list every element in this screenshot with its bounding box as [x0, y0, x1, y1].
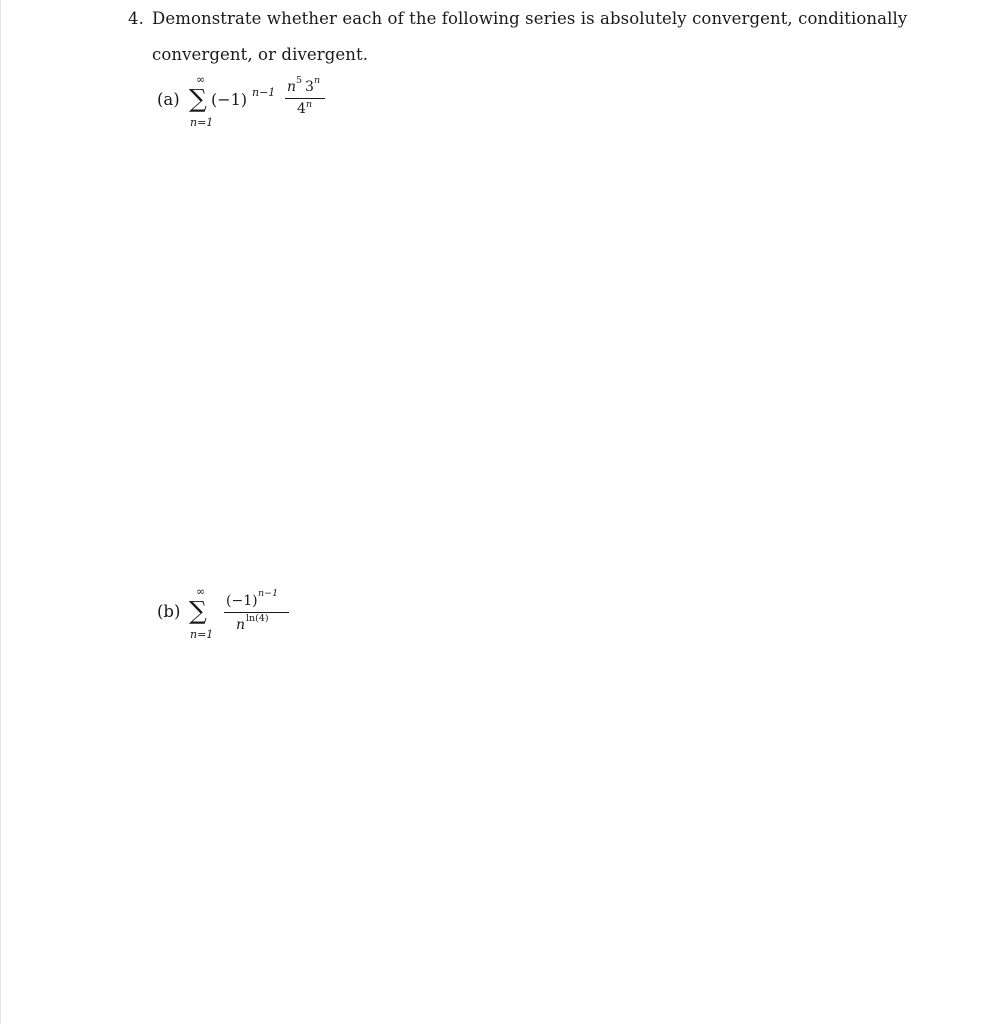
part-b-numerator-exponent: n−1: [258, 588, 279, 599]
part-b-denominator-base: n: [236, 617, 246, 633]
part-a-term-exponent: n−1: [252, 86, 276, 99]
part-a-label: (a): [157, 90, 180, 109]
part-a-sigma-symbol: ∑: [189, 84, 207, 113]
part-a-fraction-bar: [285, 98, 325, 99]
page-left-edge: [0, 0, 1, 1024]
part-b-sum-upper-limit: ∞: [196, 585, 206, 598]
part-b-sum-lower-limit: n=1: [190, 628, 214, 641]
question-text-line-2: convergent, or divergent.: [152, 45, 369, 64]
part-a-denominator-four: 4: [297, 101, 306, 117]
part-a-numerator-three-exponent: n: [314, 75, 321, 86]
part-a-numerator-three: 3: [305, 79, 314, 95]
part-a-sum-upper-limit: ∞: [196, 73, 206, 86]
part-b-numerator-base: (−1): [226, 593, 258, 609]
part-a-denominator-four-exponent: n: [306, 99, 313, 110]
part-b-label: (b): [157, 602, 181, 621]
question-number: 4.: [128, 9, 144, 28]
part-a-term-base: (−1): [211, 90, 248, 109]
part-b-denominator-exponent: ln(4): [246, 613, 269, 624]
question-text-line-1: Demonstrate whether each of the following series is absolutely convergent, conditionally: [152, 9, 908, 28]
part-a-numerator-n-exponent: 5: [296, 75, 303, 86]
part-a-sum-lower-limit: n=1: [190, 116, 214, 129]
part-a-numerator-n: n: [287, 79, 297, 95]
part-b-sigma-symbol: ∑: [189, 596, 207, 625]
